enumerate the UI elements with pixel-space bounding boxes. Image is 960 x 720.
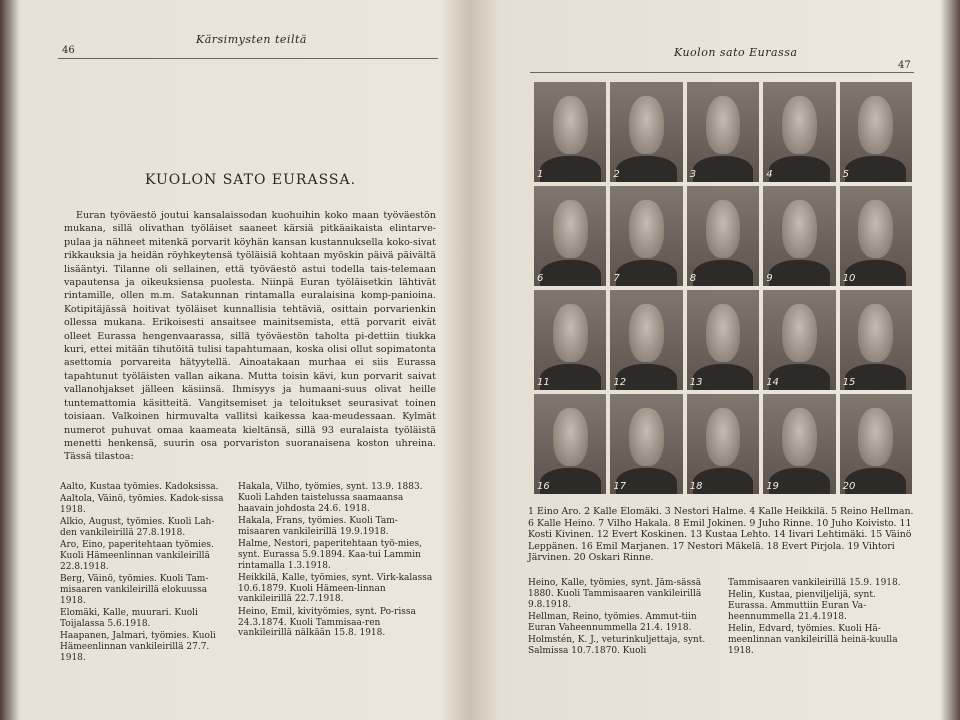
list-entry: Halme, Nestori, paperitehtaan työ-mies, synt. Eurassa 5.9.1894. Kaa-tui Lammin rintamalla 1.3.1918. — [238, 538, 422, 571]
photo-number: 10 — [842, 273, 856, 284]
running-head-right: Kuolon sato Eurassa — [674, 46, 798, 59]
portrait-photo — [687, 186, 759, 286]
portrait-photo — [610, 186, 682, 286]
portrait-photo — [610, 394, 682, 494]
list-entry: Berg, Väinö, työmies. Kuoli Tam-misaaren vankileirillä elokuussa 1918. — [60, 574, 209, 606]
list-entry: Aro, Eino, paperitehtaan työmies. Kuoli Hämeenlinnan vankileirillä 22.8.1918. — [60, 540, 214, 573]
portrait-photo — [763, 186, 835, 286]
photo-number: 2 — [613, 169, 620, 180]
list-entry: Helin, Edvard, työmies. Kuoli Hä-meenlinnan vankileirillä heinä-kuulla 1918. — [728, 624, 898, 656]
photo-number: 12 — [613, 377, 627, 388]
list-entry: Hakala, Frans, työmies. Kuoli Tam-misaaren vankileirillä 19.9.1918. — [238, 515, 398, 537]
left-page — [0, 0, 470, 720]
casualty-list-right-col1 — [528, 578, 716, 658]
list-entry: Heino, Emil, kivityömies, synt. Po-rissa 24.3.1874. Kuoli Tammisaa-ren vankileirillä nälkään 15.8. 1918. — [238, 606, 416, 639]
list-entry: Heikkilä, Kalle, työmies, synt. Virk-kalassa 10.6.1879. Kuoli Hämeen-linnan vankileirillä 22.7.1918. — [238, 572, 433, 605]
list-entry: Holmstén, K. J., veturinkuljettaja, synt. Salmissa 10.7.1870. Kuoli — [528, 634, 706, 656]
photo-number: 14 — [766, 377, 779, 388]
portrait-photo — [840, 290, 912, 390]
header-rule-left — [58, 58, 438, 59]
intro-text — [64, 209, 436, 464]
right-page — [478, 0, 960, 720]
casualty-list-right-col2 — [728, 578, 918, 658]
portrait-photo — [687, 290, 759, 390]
photo-caption: 1 Eino Aro. 2 Kalle Elomäki. 3 Nestori Halme. 4 Kalle Heikkilä. 5 Reino Hellman. 6 Kalle Heino. 7 Vilho Hakala. 8 Emil Jokinen. 9 Juho Rinne. 10 Juho Koivisto. 11 Kosti Kivinen. 12 Evert Koskinen. 13 Kustaa Lehto. 14 Iivari Lehtimäki. 15 Väinö Leppänen. 16 Emil Marjanen. 17 Nestori Mäkelä. 18 Evert Pirjola. 19 Vihtori Järvinen. 20 Oskari Rinne. — [528, 506, 914, 564]
casualty-list-left-col2 — [238, 482, 434, 641]
photo-number: 8 — [689, 273, 697, 284]
portrait-photo — [534, 290, 606, 390]
photo-number: 6 — [537, 273, 544, 284]
portrait-photo — [534, 82, 606, 182]
list-entry: Haapanen, Jalmari, työmies. Kuoli Hämeenlinnan vankileirillä 27.7. 1918. — [60, 631, 216, 663]
list-entry: Heino, Kalle, työmies, synt. Jäm-sässä 1880. Kuoli Tammisaaren vankileirillä 9.8.1918. — [528, 578, 702, 610]
photo-number: 1 — [537, 169, 544, 180]
portrait-photo — [610, 290, 682, 390]
photo-number: 3 — [689, 169, 697, 180]
list-entry: Aaltola, Väinö, työmies. Kadok-sissa 1918. — [60, 494, 224, 516]
portrait-photo — [763, 82, 835, 182]
portrait-grid — [534, 82, 912, 494]
portrait-photo — [840, 394, 912, 494]
photo-number: 19 — [766, 481, 779, 492]
portrait-photo — [687, 394, 759, 494]
portrait-photo — [840, 186, 912, 286]
list-entry: Helin, Kustaa, pienviljelijä, synt. Eurassa. Ammuttiin Euran Va-heennummella 21.4.1918. — [728, 590, 876, 622]
photo-number: 17 — [613, 481, 627, 492]
list-entry: Tammisaaren vankileirillä 15.9. 1918. — [728, 578, 901, 588]
running-head-left: Kärsimysten teiltä — [196, 33, 307, 46]
portrait-photo — [763, 290, 835, 390]
photo-number: 4 — [766, 169, 773, 180]
portrait-photo — [534, 394, 606, 494]
portrait-photo — [687, 82, 759, 182]
page-number-left: 46 — [62, 45, 75, 56]
photo-number: 15 — [842, 377, 856, 388]
list-entry: Hakala, Vilho, työmies, synt. 13.9. 1883. Kuoli Lahden taistelussa saamaansa haavain johdosta 24.6. 1918. — [238, 482, 423, 514]
portrait-photo — [840, 82, 912, 182]
list-entry: Hellman, Reino, työmies. Ammut-tiin Euran Vaheennummella 21.4. 1918. — [528, 611, 697, 633]
photo-number: 5 — [842, 169, 849, 180]
list-entry: Alkio, August, työmies. Kuoli Lah-den vankileirillä 27.8.1918. — [60, 517, 215, 539]
page-number-right: 47 — [898, 60, 911, 71]
portrait-photo — [610, 82, 682, 182]
header-rule-right — [530, 72, 914, 73]
photo-number: 11 — [537, 377, 550, 388]
portrait-photo — [763, 394, 835, 494]
list-entry: Elomäki, Kalle, muurari. Kuoli Toijalassa 5.6.1918. — [60, 608, 198, 630]
photo-number: 13 — [689, 377, 703, 388]
photo-number: 9 — [766, 273, 773, 284]
intro-paragraph: Euran työväestö joutui kansalaissodan kuohuihin koko maan työväestön mukana, sillä olivathan työläiset saaneet kärsiä pitkäaikaista elintarve-pulaa ja nähneet mitenkä porvarit köyhän kansan kustannuksella koko-sivat rikkauksia ja heidän röyhkeytensä työläisiä kohtaan myöskin päivä päivältä lisääntyi. Tilanne oli sellainen, että työväestö astui todella tais-telemaan vapautensa ja oikeuksiensa puolesta. Niinpä Euran työläisetkin lähtivät rintamille, ollen m.m. Satakunnan rintamalla euralaisina komp-panioina. Kotipitäjässä hoitivat työläiset kunnallisia tehtäviä, osittain porvarienkin ollessa mukana. Erikoisesti ansaitsee mainitsemista, että porvarit eivät olleet Eurassa hengenvaarassa, sillä työväestön taholta pi-dettiin tiukka kuri, ettei mitään tihutöitä tulisi tapahtumaan, koska olisi ollut sopimatonta asettomia porvareita hätyytellä. Ainoatakaan murhaa ei siis Eurassa tapahtunut työläisten vallan aikana. Mutta toisin kävi, kun porvarit saivat vallanohjakset jälleen käsiinsä. Ihmisyys ja humaani-suus olivat heille tuntemattomia käsitteitä. Vangitsemiset ja teloitukset seurasivat toinen toisiaan. Valkoinen hirmuvalta vallitsi kaikessa kaa-meudessaan. Kylmät numerot puhuvat omaa kaameata kieltänsä, sillä 93 euralaista työläistä menetti henkensä, suurin osa porvariston suoranaisena koston uhreina. Tässä tilastoa: — [64, 210, 436, 463]
photo-number: 7 — [613, 273, 620, 284]
list-entry: Aalto, Kustaa työmies. Kadoksissa. — [60, 482, 219, 492]
portrait-photo — [534, 186, 606, 286]
article-title: KUOLON SATO EURASSA. — [145, 172, 357, 188]
photo-number: 16 — [537, 481, 550, 492]
photo-number: 18 — [689, 481, 703, 492]
casualty-list-left-col1 — [60, 482, 228, 665]
photo-number: 20 — [842, 481, 856, 492]
